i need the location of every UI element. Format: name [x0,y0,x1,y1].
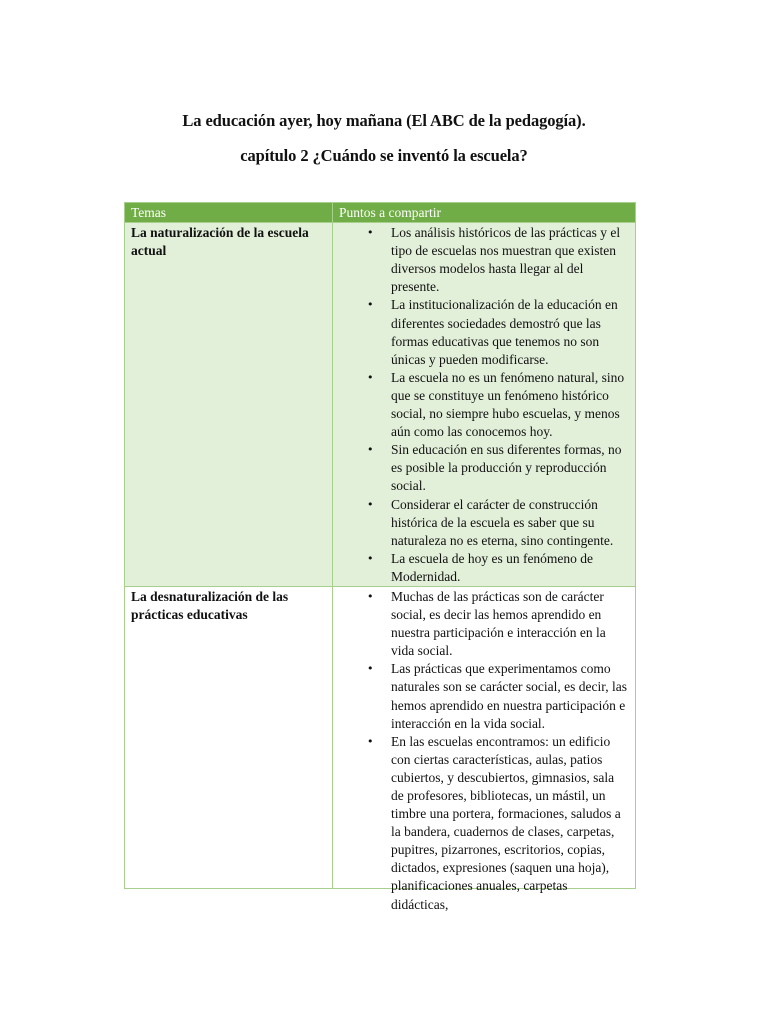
list-item: • La escuela de hoy es un fenómeno de Modernidad. [391,550,629,586]
list-item: • En las escuelas encontramos: un edificio con ciertas características, aulas, patios cubiertos, y descubiertos, gimnasios, sala de profesores, bibliotecas, un mástil, un timbre una portera, formaciones, saludos a la bandera, cuadernos de clases, carpetas, pupitres, pizarrones, escritorios, copias, dictados, expresiones (saquen una hoja), planificaciones anuales, carpetas didácticas, [391,733,629,914]
points-cell [333,223,636,587]
table-header-row [125,203,636,223]
points-list [339,224,629,586]
list-item: • Sin educación en sus diferentes formas, no es posible la producción y reproducción social. [391,441,629,495]
topics-table [124,202,636,912]
document-title: La educación ayer, hoy mañana (El ABC de la pedagogía). [182,111,586,130]
list-item: • Las prácticas que experimentamos como naturales son se carácter social, es decir, las hemos aprendido en nuestra participación e interacción en la vida social. [391,660,629,732]
topic-cell: La naturalización de la escuela actual [125,223,333,587]
list-item: • Los análisis históricos de las prácticas y el tipo de escuelas nos muestran que existen diversos modelos hasta llegar al del presente. [391,224,629,296]
list-item: • Considerar el carácter de construcción histórica de la escuela es saber que su naturaleza no es eterna, sino contingente. [391,496,629,550]
list-item: • La escuela no es un fenómeno natural, sino que se constituye un fenómeno histórico social, no siempre hubo escuelas, y menos aún como las conocemos hoy. [391,369,629,441]
points-cell [333,586,636,912]
header-puntos: Puntos a compartir [333,203,636,223]
chapter-subtitle: capítulo 2 ¿Cuándo se inventó la escuela? [240,146,528,165]
list-item: • Muchas de las prácticas son de carácter social, es decir las hemos aprendido en nuestra participación e interacción en la vida social. [391,588,629,660]
table-row [125,223,636,587]
list-item: • La institucionalización de la educación en diferentes sociedades demostró que las formas educativas que tenemos no son únicas y pueden modificarse. [391,296,629,368]
topic-cell: La desnaturalización de las prácticas educativas [125,586,333,888]
points-list [339,588,629,914]
header-temas: Temas [125,203,333,223]
table-row [125,586,636,888]
